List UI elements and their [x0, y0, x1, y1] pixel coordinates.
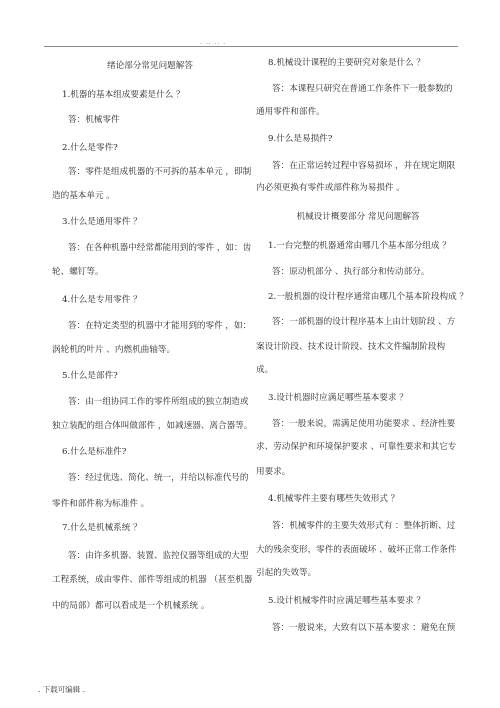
- answer-line: 答：在各种机器中经常都能用到的零件 ，如：齿: [68, 243, 252, 253]
- answer-line: 通用零件和部件。: [256, 107, 325, 117]
- answer-line: 内必须更换有零件或部件称为易损件 。: [256, 183, 405, 193]
- question-line: 7.什么是机械系统 ？: [62, 523, 142, 533]
- answer-line: 案设计阶段、技术设计阶段、技术文件编制阶段构: [256, 342, 446, 352]
- answer-line: 零件和部件称为标准件 。: [52, 499, 150, 509]
- answer-line: 成。: [256, 365, 274, 375]
- answer-line: 轮、螺钉等。: [52, 267, 104, 277]
- question-line: 4.什么是专用零件 ？: [62, 295, 142, 305]
- answer-line: 引起的失效等。: [256, 568, 317, 578]
- answer-line: 答：零件是组成机器的不可拆的基本单元 ，即制: [68, 167, 252, 177]
- question-line: 1.机器的基本组成要素是什么 ？: [62, 90, 185, 100]
- question-line: 2.什么是零件?: [62, 143, 118, 153]
- question-line: 3.设计机器时应满足哪些基本要求 ？: [268, 393, 408, 403]
- answer-line: 造的基本单元 。: [52, 191, 115, 201]
- answer-line: 答：一部机器的设计程序基本上由计划阶段 、方: [272, 317, 456, 327]
- answer-line: 求、劳动保护和环境保护要求 、可靠性要求和其它专: [256, 442, 457, 452]
- answer-line: 答：在正常运转过程中容易损坏 ，并在规定期限: [272, 161, 456, 171]
- header-rule: [44, 46, 458, 47]
- answer-line: 独立装配的组合体叫做部件 ，如减速器、离合器等。: [52, 421, 253, 431]
- answer-line: 答：在特定类型的机器中才能用到的零件 ，如：: [68, 321, 252, 331]
- answer-line: 答：由一组协同工作的零件所组成的独立制造或: [68, 397, 249, 407]
- answer-line: 答：机械零件: [68, 115, 120, 125]
- section-heading: 机械设计概要部分 常见问题解答: [296, 212, 420, 222]
- answer-line: 用要求。: [256, 467, 291, 477]
- footer-note: . 下载可编辑 .: [38, 685, 86, 694]
- answer-line: 答：机械零件的主要失效形式有 ：整体折断、过: [272, 521, 456, 531]
- question-line: 1.一台完整的机器通常由哪几个基本部分组成 ？: [268, 241, 451, 251]
- question-line: 6.什么是标准件?: [62, 447, 127, 457]
- answer-line: 涡轮机的叶片 、内燃机曲轴等。: [52, 345, 176, 355]
- question-line: 3.什么是通用零件 ？: [62, 217, 142, 227]
- answer-line: 大的残余变形，零件的表面破坏 、破坏正常工作条件: [256, 545, 457, 555]
- answer-line: 答：原动机部分 、执行部分和传动部分。: [272, 267, 430, 277]
- header-dots: . .. .. .: [200, 39, 227, 46]
- question-line: 4.机械零件主要有哪些失效形式 ？: [268, 494, 400, 504]
- answer-line: 答：经过优选、简化、统一，并给以标准代号的: [68, 473, 249, 483]
- answer-line: 工程系统，成由零件、部件等组成的机器 （甚至机器: [52, 575, 253, 585]
- question-line: 2.一般机器的设计程序通常由哪几个基本阶段构成 ？: [268, 292, 468, 302]
- question-line: 9.什么是易损件?: [268, 134, 333, 144]
- answer-line: 答：本课程只研究在普通工作条件下一般参数的: [272, 84, 453, 94]
- section-heading: 绪论部分常见问题解答: [107, 61, 193, 71]
- answer-line: 答：由许多机器、装置、监控仪器等组成的大型: [68, 551, 249, 561]
- question-line: 5.设计机械零件时应满足哪些基本要求 ？: [268, 596, 426, 606]
- answer-line: 中的局部）都可以看成是一个机械系统 。: [52, 601, 210, 611]
- question-line: 8.机械设计课程的主要研究对象是什么 ？: [268, 58, 426, 68]
- question-line: 5.什么是部件?: [62, 371, 118, 381]
- answer-line: 答：一般来说，需满足使用功能要求 、经济性要: [272, 419, 456, 429]
- answer-line: 答：一般说来，大致有以下基本要求 ：避免在预: [272, 623, 456, 633]
